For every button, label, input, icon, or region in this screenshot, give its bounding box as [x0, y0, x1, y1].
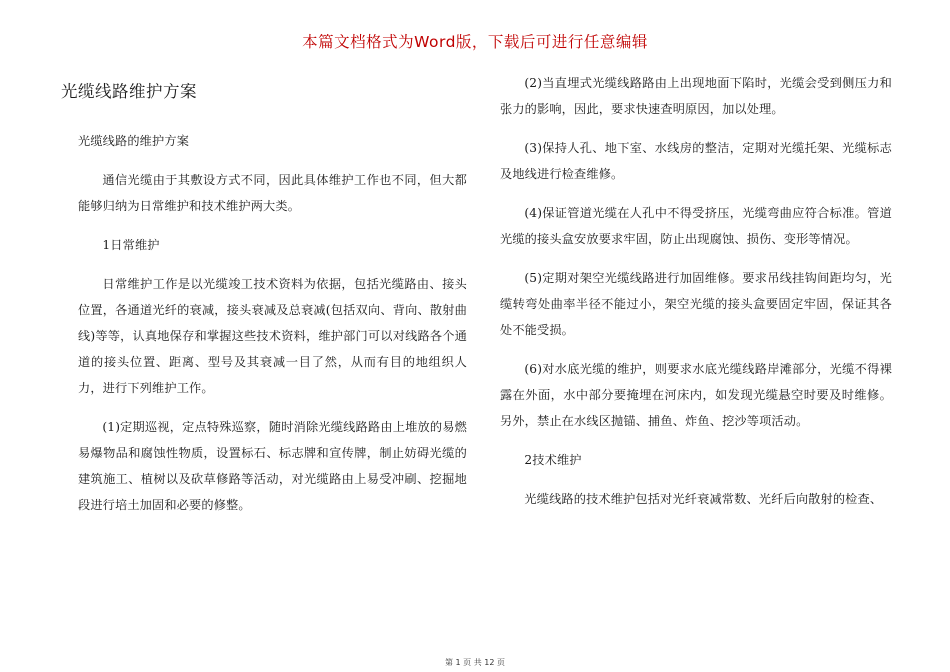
right-text-column [500, 70, 892, 512]
list-item-4: (4)保证管道光缆在人孔中不得受挤压，光缆弯曲应符合标准。管道光缆的接头盒安放要求牢固，防止出现腐蚀、损伤、变形等情况。 [500, 206, 892, 246]
list-item-6: (6)对水底光缆的维护，则要求水底光缆线路岸滩部分，光缆不得裸露在外面，水中部分要掩埋在河床内，如发现光缆悬空时要及时维修。另外，禁止在水线区抛锚、捕鱼、炸鱼、挖沙等项活动。 [500, 362, 892, 428]
daily-maintenance-paragraph: 日常维护工作是以光缆竣工技术资料为依据，包括光缆路由、接头位置，各通道光纤的衰减，接头衰减及总衰减(包括双向、背向、散射曲线)等等，认真地保存和掌握这些技术资料，维护部门可以对线路各个通道的接头位置、距离、型号及其衰减一目了然，从而有目的地组织人力，进行下列维护工作。 [78, 277, 467, 395]
intro-paragraph: 通信光缆由于其敷设方式不同，因此具体维护工作也不同，但大都能够归纳为日常维护和技术维护两大类。 [78, 173, 467, 213]
section-heading-daily-maintenance: 1日常维护 [102, 238, 160, 252]
download-notice-banner: 本篇文档格式为Word版，下载后可进行任意编辑 [302, 33, 648, 51]
page-number-footer: 第 1 页 共 12 页 [445, 658, 505, 667]
section-heading-technical-maintenance: 2技术维护 [524, 453, 582, 467]
list-item-2: (2)当直埋式光缆线路路由上出现地面下陷时，光缆会受到侧压力和张力的影响，因此，要求快速查明原因，加以处理。 [500, 76, 892, 116]
left-text-column [78, 128, 467, 518]
list-item-3: (3)保持人孔、地下室、水线房的整洁，定期对光缆托架、光缆标志及地线进行检查维修。 [500, 141, 892, 181]
list-item-5: (5)定期对架空光缆线路进行加固维修。要求吊线挂钩间距均匀，光缆转弯处曲率半径不能过小，架空光缆的接头盒要固定牢固，保证其各处不能受损。 [500, 271, 892, 337]
section-subtitle: 光缆线路的维护方案 [78, 134, 190, 148]
list-item-1: (1)定期巡视，定点特殊巡察，随时消除光缆线路路由上堆放的易燃易爆物品和腐蚀性物质，设置标石、标志牌和宣传牌，制止妨碍光缆的建筑施工、植树以及砍草修路等活动，对光缆路由上易受冲刷、挖掘地段进行培土加固和必要的修整。 [78, 420, 467, 512]
document-title: 光缆线路维护方案 [61, 82, 197, 101]
technical-maintenance-paragraph: 光缆线路的技术维护包括对光纤衰减常数、光纤后向散射的检查、 [524, 492, 883, 506]
